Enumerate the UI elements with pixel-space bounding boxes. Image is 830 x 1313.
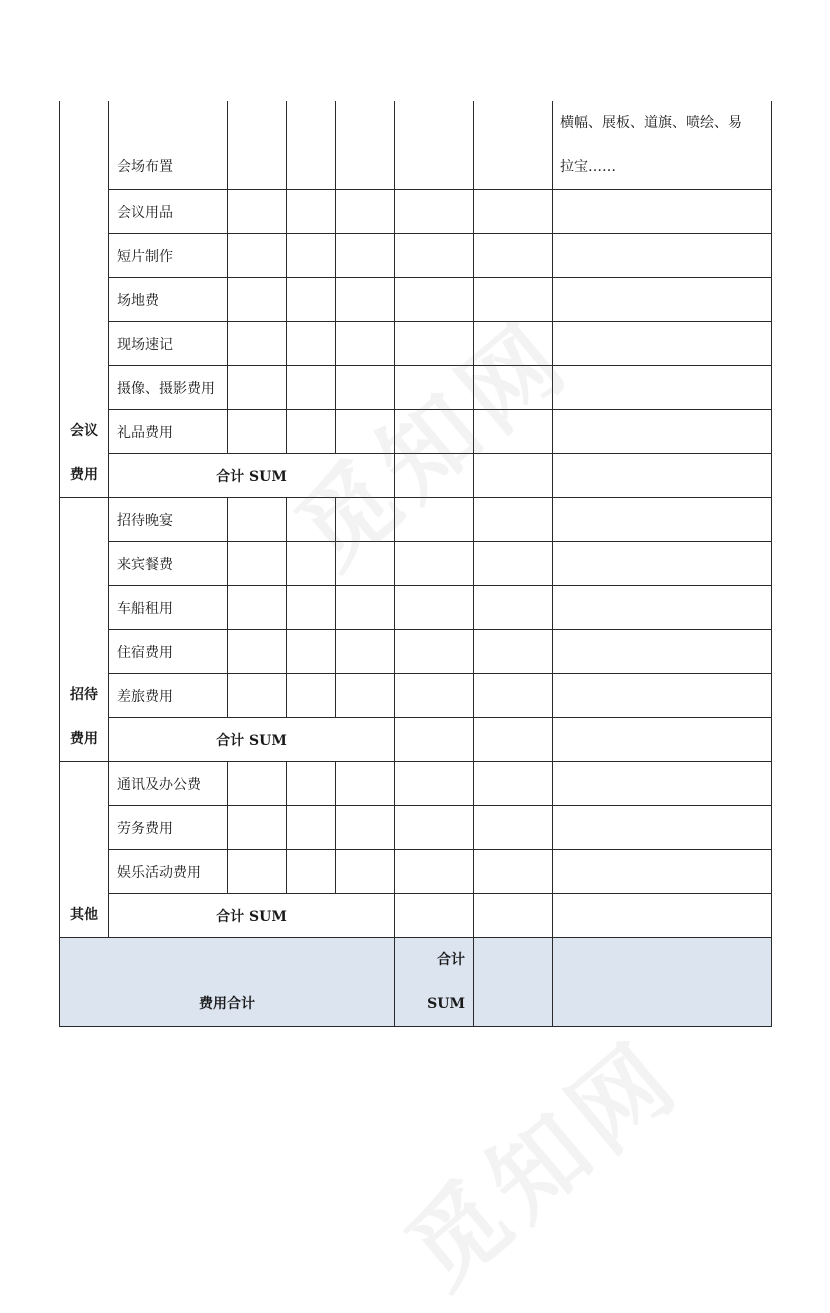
amount-cell[interactable] <box>228 101 287 190</box>
subtotal-row-reception <box>60 718 772 762</box>
table-row <box>60 806 772 850</box>
table-row <box>60 366 772 410</box>
category-reception: 招待 费用 <box>60 498 109 762</box>
category-meeting: 会议 费用 <box>60 101 109 498</box>
item-name: 场地费 <box>109 278 228 322</box>
item-name: 娱乐活动费用 <box>109 850 228 894</box>
amount-cell[interactable] <box>287 101 336 190</box>
grand-total-remark[interactable] <box>553 938 772 1027</box>
subtotal-label: 合计 SUM <box>109 454 395 498</box>
table-row <box>60 190 772 234</box>
table-row <box>60 101 772 190</box>
table-row <box>60 278 772 322</box>
amount-cell[interactable] <box>336 101 395 190</box>
watermark: 觅知网 <box>386 1019 702 1310</box>
item-name: 劳务费用 <box>109 806 228 850</box>
item-name: 摄像、摄影费用 <box>109 366 228 410</box>
subtotal-value[interactable] <box>395 454 474 498</box>
grand-total-value[interactable] <box>474 938 553 1027</box>
item-name: 住宿费用 <box>109 630 228 674</box>
table-row <box>60 674 772 718</box>
subtotal-label: 合计 SUM <box>109 718 395 762</box>
table-row <box>60 498 772 542</box>
item-name: 短片制作 <box>109 234 228 278</box>
item-name: 会场布置 <box>109 101 228 190</box>
item-name: 礼品费用 <box>109 410 228 454</box>
expense-table <box>59 101 772 1027</box>
category-other: 其他 <box>60 762 109 938</box>
item-name: 来宾餐费 <box>109 542 228 586</box>
table-row <box>60 322 772 366</box>
table-row <box>60 630 772 674</box>
item-name: 通讯及办公费 <box>109 762 228 806</box>
grand-total-label: 费用合计 <box>60 938 395 1027</box>
table-row <box>60 762 772 806</box>
subtotal-value[interactable] <box>395 894 474 938</box>
watermark: 觅知网 <box>276 299 592 590</box>
amount-cell[interactable] <box>395 101 474 190</box>
table-row <box>60 586 772 630</box>
remark-cell[interactable]: 横幅、展板、道旗、喷绘、易 拉宝…… <box>553 101 772 190</box>
amount-cell[interactable] <box>474 101 553 190</box>
item-name: 会议用品 <box>109 190 228 234</box>
expense-table-sheet <box>59 101 771 1027</box>
subtotal-label: 合计 SUM <box>109 894 395 938</box>
table-row <box>60 410 772 454</box>
table-row <box>60 850 772 894</box>
subtotal-row-other <box>60 894 772 938</box>
grand-total-sum-label: 合计 SUM <box>395 938 474 1027</box>
item-name: 车船租用 <box>109 586 228 630</box>
item-name: 差旅费用 <box>109 674 228 718</box>
item-name: 现场速记 <box>109 322 228 366</box>
table-row <box>60 542 772 586</box>
table-row <box>60 234 772 278</box>
subtotal-row-meeting <box>60 454 772 498</box>
subtotal-value[interactable] <box>395 718 474 762</box>
item-name: 招待晚宴 <box>109 498 228 542</box>
grand-total-row <box>60 938 772 1027</box>
